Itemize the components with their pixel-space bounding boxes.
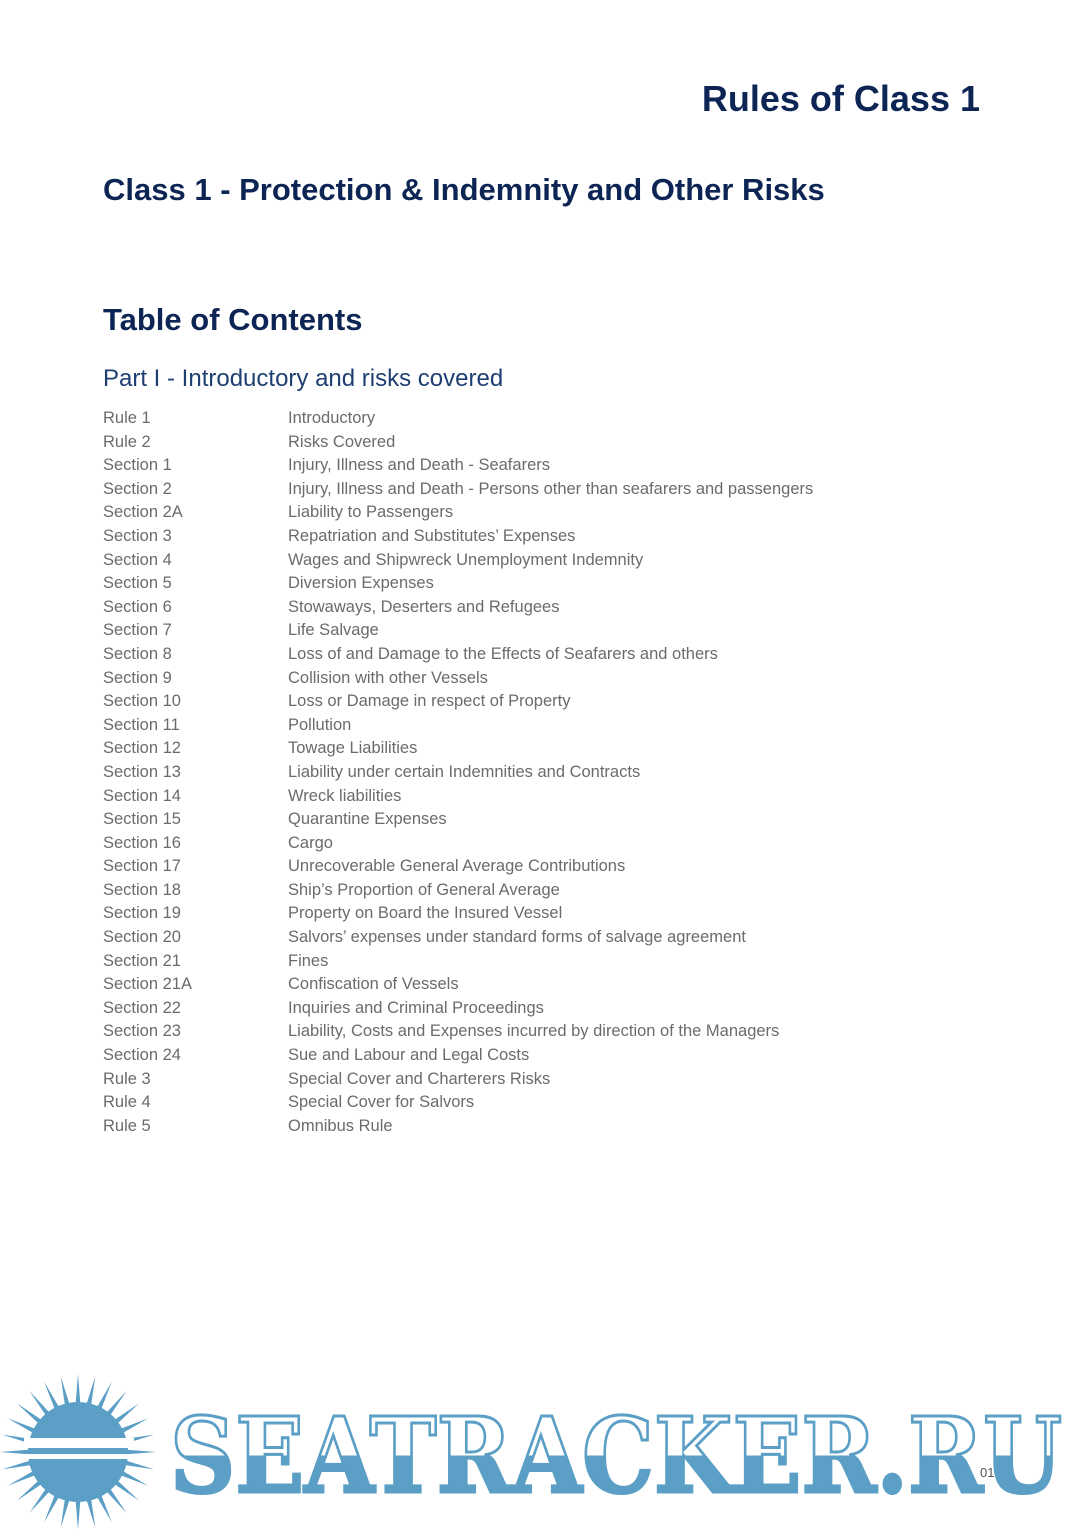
toc-entry[interactable] xyxy=(103,690,963,714)
toc-entry-ref: Section 22 xyxy=(103,998,181,1017)
toc-entry-ref: Section 16 xyxy=(103,833,181,852)
toc-entry-ref: Section 2A xyxy=(103,503,183,522)
toc-list xyxy=(103,407,963,1138)
toc-entry-ref: Rule 4 xyxy=(103,1093,151,1112)
toc-entry-title: Towage Liabilities xyxy=(288,739,418,758)
toc-entry[interactable] xyxy=(103,407,963,431)
document-title: Rules of Class 1 xyxy=(701,78,980,119)
toc-entry-title: Loss of and Damage to the Effects of Seafarers and others xyxy=(288,644,718,663)
toc-entry[interactable] xyxy=(103,714,963,738)
toc-entry-ref: Section 21 xyxy=(103,951,181,970)
toc-entry[interactable] xyxy=(103,431,963,455)
toc-entry[interactable] xyxy=(103,855,963,879)
toc-entry-title: Fines xyxy=(288,951,329,970)
toc-entry[interactable] xyxy=(103,808,963,832)
toc-entry-ref: Rule 5 xyxy=(103,1116,151,1135)
toc-entry[interactable] xyxy=(103,478,963,502)
toc-entry-title: Loss or Damage in respect of Property xyxy=(288,692,571,711)
toc-entry-ref: Section 7 xyxy=(103,621,172,640)
toc-entry-title: Repatriation and Substitutes’ Expenses xyxy=(288,526,576,545)
sun-icon xyxy=(0,1374,156,1530)
toc-entry-ref: Section 1 xyxy=(103,456,172,475)
toc-entry-ref: Section 4 xyxy=(103,550,172,569)
toc-entry-ref: Section 10 xyxy=(103,692,181,711)
toc-entry-ref: Section 12 xyxy=(103,739,181,758)
toc-entry-title: Cargo xyxy=(288,833,333,852)
page-number: 01 xyxy=(980,1465,995,1480)
toc-entry-title: Special Cover and Charterers Risks xyxy=(288,1069,551,1088)
toc-entry[interactable] xyxy=(103,619,963,643)
toc-entry[interactable] xyxy=(103,879,963,903)
watermark-text: SEATRACKER.RU xyxy=(170,1394,1062,1517)
toc-entry-ref: Section 18 xyxy=(103,880,181,899)
toc-entry[interactable] xyxy=(103,1091,963,1115)
toc-entry-title: Confiscation of Vessels xyxy=(288,975,459,994)
toc-entry-title: Quarantine Expenses xyxy=(288,810,447,829)
toc-entry-title: Stowaways, Deserters and Refugees xyxy=(288,597,560,616)
toc-entry-title: Pollution xyxy=(288,715,352,734)
toc-entry[interactable] xyxy=(103,643,963,667)
toc-entry[interactable] xyxy=(103,525,963,549)
toc-entry[interactable] xyxy=(103,1020,963,1044)
part-heading: Part I - Introductory and risks covered xyxy=(103,365,504,392)
toc-entry[interactable] xyxy=(103,572,963,596)
toc-entry[interactable] xyxy=(103,997,963,1021)
toc-entry-ref: Rule 2 xyxy=(103,432,151,451)
toc-entry-ref: Section 3 xyxy=(103,526,172,545)
toc-entry[interactable] xyxy=(103,667,963,691)
toc-entry[interactable] xyxy=(103,501,963,525)
toc-entry[interactable] xyxy=(103,832,963,856)
toc-entry-title: Risks Covered xyxy=(288,432,396,451)
toc-entry-ref: Section 2 xyxy=(103,479,172,498)
toc-entry-title: Liability, Costs and Expenses incurred by direction of the Managers xyxy=(288,1022,780,1041)
toc-entry[interactable] xyxy=(103,454,963,478)
toc-entry-title: Special Cover for Salvors xyxy=(288,1093,475,1112)
toc-entry[interactable] xyxy=(103,926,963,950)
toc-entry-title: Collision with other Vessels xyxy=(288,668,488,687)
toc-entry[interactable] xyxy=(103,785,963,809)
toc-entry[interactable] xyxy=(103,549,963,573)
toc-entry-title: Sue and Labour and Legal Costs xyxy=(288,1046,530,1065)
toc-entry-title: Liability to Passengers xyxy=(288,503,454,522)
toc-entry-title: Omnibus Rule xyxy=(288,1116,393,1135)
toc-entry-title: Salvors’ expenses under standard forms of salvage agreement xyxy=(288,928,746,947)
toc-entry-ref: Section 21A xyxy=(103,975,192,994)
toc-entry-ref: Section 9 xyxy=(103,668,172,687)
toc-entry-ref: Section 23 xyxy=(103,1022,181,1041)
toc-entry-title: Diversion Expenses xyxy=(288,574,434,593)
toc-entry[interactable] xyxy=(103,761,963,785)
toc-entry-ref: Section 24 xyxy=(103,1046,181,1065)
toc-entry[interactable] xyxy=(103,902,963,926)
toc-entry[interactable] xyxy=(103,973,963,997)
toc-heading: Table of Contents xyxy=(103,302,363,337)
toc-entry-ref: Section 17 xyxy=(103,857,181,876)
toc-entry-title: Injury, Illness and Death - Seafarers xyxy=(288,456,550,475)
toc-entry-title: Property on Board the Insured Vessel xyxy=(288,904,563,923)
toc-entry[interactable] xyxy=(103,1115,963,1139)
toc-entry-title: Ship’s Proportion of General Average xyxy=(288,880,560,899)
toc-entry-title: Injury, Illness and Death - Persons other than seafarers and passengers xyxy=(288,479,814,498)
toc-entry-ref: Section 13 xyxy=(103,762,181,781)
toc-entry-title: Unrecoverable General Average Contributions xyxy=(288,857,626,876)
watermark xyxy=(0,1370,1080,1532)
toc-entry-title: Life Salvage xyxy=(288,621,379,640)
toc-entry-ref: Section 8 xyxy=(103,644,172,663)
toc-entry-title: Inquiries and Criminal Proceedings xyxy=(288,998,544,1017)
toc-entry-title: Wreck liabilities xyxy=(288,786,402,805)
toc-entry-ref: Section 19 xyxy=(103,904,181,923)
toc-entry[interactable] xyxy=(103,1068,963,1092)
class-heading: Class 1 - Protection & Indemnity and Other Risks xyxy=(103,172,825,207)
toc-entry[interactable] xyxy=(103,737,963,761)
toc-entry-ref: Section 14 xyxy=(103,786,181,805)
toc-entry-ref: Section 6 xyxy=(103,597,172,616)
toc-entry-title: Liability under certain Indemnities and Contracts xyxy=(288,762,641,781)
toc-entry-ref: Section 11 xyxy=(103,715,180,734)
toc-entry-title: Introductory xyxy=(288,409,376,427)
toc-entry[interactable] xyxy=(103,950,963,974)
toc-entry[interactable] xyxy=(103,1044,963,1068)
toc-entry-ref: Rule 3 xyxy=(103,1069,151,1088)
toc-entry-ref: Rule 1 xyxy=(103,409,151,427)
toc-entry-ref: Section 20 xyxy=(103,928,181,947)
toc-entry-ref: Section 15 xyxy=(103,810,181,829)
toc-entry-ref: Section 5 xyxy=(103,574,172,593)
toc-entry-title: Wages and Shipwreck Unemployment Indemnity xyxy=(288,550,644,569)
toc-entry[interactable] xyxy=(103,596,963,620)
